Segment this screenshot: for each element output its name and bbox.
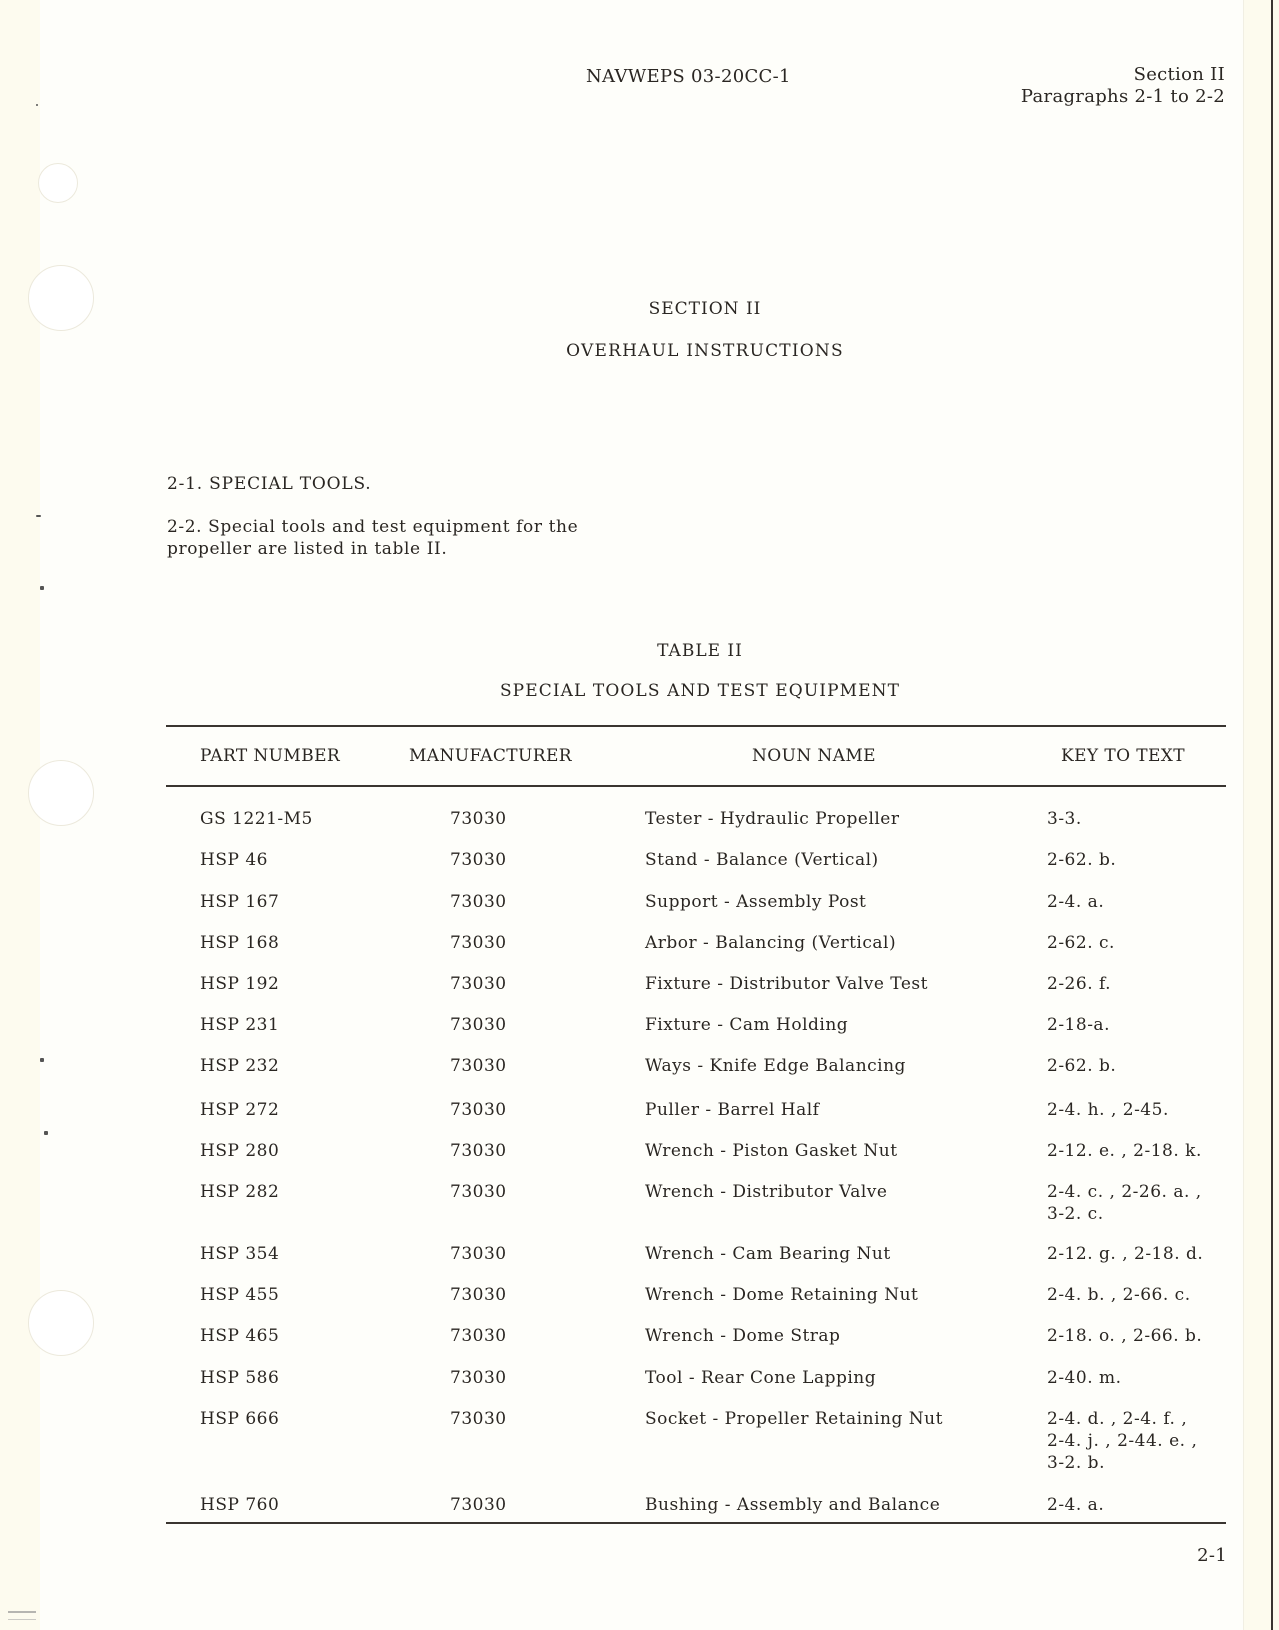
table-caption: SPECIAL TOOLS AND TEST EQUIPMENT [499, 681, 901, 701]
key-to-text-line: 3-2. b. [1047, 1453, 1105, 1473]
part-number-cell: GS 1221-M5 [200, 809, 313, 829]
column-header-noun-name: NOUN NAME [752, 746, 876, 766]
column-header-manufacturer: MANUFACTURER [409, 746, 572, 766]
key-to-text-cell [1047, 1408, 1197, 1474]
binding-margin [0, 0, 40, 1630]
part-number-cell: HSP 280 [200, 1141, 280, 1161]
key-to-text-cell [1047, 1055, 1116, 1077]
key-to-text-line: 2-4. c. , 2-26. a. , [1047, 1182, 1202, 1202]
noun-name-cell: Puller - Barrel Half [645, 1100, 820, 1120]
scan-speck [36, 515, 41, 517]
key-to-text-line: 2-62. c. [1047, 933, 1115, 953]
part-number-cell: HSP 232 [200, 1056, 280, 1076]
section-subtitle: OVERHAUL INSTRUCTIONS [566, 341, 844, 361]
manufacturer-cell: 73030 [450, 1409, 507, 1429]
manufacturer-cell: 73030 [450, 1100, 507, 1120]
part-number-cell: HSP 760 [200, 1495, 280, 1515]
key-to-text-line: 2-4. a. [1047, 892, 1105, 912]
key-to-text-cell [1047, 973, 1111, 995]
key-to-text-line: 2-62. b. [1047, 850, 1117, 870]
manufacturer-cell: 73030 [450, 1495, 507, 1515]
key-to-text-cell [1047, 1181, 1202, 1225]
manufacturer-cell: 73030 [450, 809, 507, 829]
key-to-text-cell [1047, 1367, 1122, 1389]
scan-speck [44, 1131, 48, 1135]
key-to-text-cell [1047, 932, 1115, 954]
part-number-cell: HSP 167 [200, 892, 280, 912]
key-to-text-line: 3-3. [1047, 809, 1082, 829]
part-number-cell: HSP 46 [200, 850, 268, 870]
key-to-text-line: 2-18. o. , 2-66. b. [1047, 1326, 1203, 1346]
key-to-text-cell [1047, 1014, 1110, 1036]
manufacturer-cell: 73030 [450, 933, 507, 953]
key-to-text-line: 2-12. g. , 2-18. d. [1047, 1244, 1204, 1264]
punch-hole-icon [28, 1290, 94, 1356]
key-to-text-cell [1047, 1494, 1104, 1516]
manufacturer-cell: 73030 [450, 892, 507, 912]
noun-name-cell: Fixture - Cam Holding [645, 1015, 849, 1035]
noun-name-cell: Wrench - Piston Gasket Nut [645, 1141, 898, 1161]
key-to-text-line: 3-2. c. [1047, 1204, 1104, 1224]
part-number-cell: HSP 168 [200, 933, 280, 953]
page-edge-line [1271, 0, 1273, 1630]
paragraph-2-2-text: 2-2. Special tools and test equipment for the propeller are listed in table II. [167, 517, 579, 559]
noun-name-cell: Ways - Knife Edge Balancing [645, 1056, 906, 1076]
key-to-text-cell [1047, 1325, 1202, 1347]
key-to-text-line: 2-4. h. , 2-45. [1047, 1100, 1169, 1120]
key-to-text-cell [1047, 808, 1082, 830]
scan-speck [36, 104, 38, 106]
table-bottom-rule [166, 1522, 1226, 1524]
part-number-cell: HSP 465 [200, 1326, 280, 1346]
key-to-text-line: 2-4. a. [1047, 1495, 1105, 1515]
noun-name-cell: Bushing - Assembly and Balance [645, 1495, 941, 1515]
scan-artifact [8, 1611, 36, 1620]
part-number-cell: HSP 272 [200, 1100, 280, 1120]
noun-name-cell: Support - Assembly Post [645, 892, 867, 912]
key-to-text-line: 2-4. d. , 2-4. f. , [1047, 1409, 1188, 1429]
manufacturer-cell: 73030 [450, 1368, 507, 1388]
part-number-cell: HSP 192 [200, 974, 280, 994]
noun-name-cell: Wrench - Cam Bearing Nut [645, 1244, 891, 1264]
paragraph-2-1-heading: 2-1. SPECIAL TOOLS. [167, 474, 372, 494]
part-number-cell: HSP 231 [200, 1015, 280, 1035]
page-number: 2-1 [1197, 1545, 1227, 1566]
punch-hole-icon [28, 265, 94, 331]
header-paragraphs: Paragraphs 2-1 to 2-2 [1020, 86, 1225, 107]
noun-name-cell: Tester - Hydraulic Propeller [645, 809, 900, 829]
manufacturer-cell: 73030 [450, 1015, 507, 1035]
key-to-text-line: 2-26. f. [1047, 974, 1112, 994]
table-title: TABLE II [657, 641, 743, 661]
key-to-text-line: 2-62. b. [1047, 1056, 1117, 1076]
key-to-text-cell [1047, 891, 1104, 913]
key-to-text-cell [1047, 1284, 1191, 1306]
key-to-text-line: 2-18-a. [1047, 1015, 1110, 1035]
manufacturer-cell: 73030 [450, 1182, 507, 1202]
key-to-text-cell [1047, 1140, 1202, 1162]
table-top-rule [166, 725, 1226, 727]
key-to-text-cell [1047, 1099, 1169, 1121]
column-header-key-to-text: KEY TO TEXT [1061, 746, 1186, 766]
manufacturer-cell: 73030 [450, 1326, 507, 1346]
section-title: SECTION II [648, 299, 762, 319]
key-to-text-cell [1047, 849, 1116, 871]
manufacturer-cell: 73030 [450, 1285, 507, 1305]
part-number-cell: HSP 586 [200, 1368, 280, 1388]
page-edge-strip [1243, 0, 1279, 1630]
manufacturer-cell: 73030 [450, 974, 507, 994]
noun-name-cell: Socket - Propeller Retaining Nut [645, 1409, 943, 1429]
key-to-text-line: 2-12. e. , 2-18. k. [1047, 1141, 1202, 1161]
scan-speck [40, 1058, 44, 1062]
noun-name-cell: Wrench - Dome Retaining Nut [645, 1285, 919, 1305]
part-number-cell: HSP 282 [200, 1182, 280, 1202]
key-to-text-cell [1047, 1243, 1203, 1265]
header-section-ref [1021, 64, 1225, 108]
noun-name-cell: Wrench - Dome Strap [645, 1326, 841, 1346]
manufacturer-cell: 73030 [450, 1056, 507, 1076]
manufacturer-cell: 73030 [450, 1244, 507, 1264]
header-section: Section II [1133, 64, 1225, 85]
noun-name-cell: Tool - Rear Cone Lapping [645, 1368, 877, 1388]
punch-hole-icon [28, 760, 94, 826]
column-header-part-number: PART NUMBER [200, 746, 341, 766]
part-number-cell: HSP 354 [200, 1244, 280, 1264]
manufacturer-cell: 73030 [450, 850, 507, 870]
noun-name-cell: Wrench - Distributor Valve [645, 1182, 888, 1202]
document-id: NAVWEPS 03-20CC-1 [586, 66, 791, 87]
table-header-rule [166, 785, 1226, 787]
part-number-cell: HSP 666 [200, 1409, 280, 1429]
key-to-text-line: 2-4. b. , 2-66. c. [1047, 1285, 1191, 1305]
noun-name-cell: Fixture - Distributor Valve Test [645, 974, 928, 994]
punch-hole-icon [38, 163, 78, 203]
scan-speck [40, 586, 44, 590]
noun-name-cell: Stand - Balance (Vertical) [645, 850, 879, 870]
part-number-cell: HSP 455 [200, 1285, 280, 1305]
key-to-text-line: 2-40. m. [1047, 1368, 1122, 1388]
noun-name-cell: Arbor - Balancing (Vertical) [645, 933, 897, 953]
key-to-text-line: 2-4. j. , 2-44. e. , [1047, 1431, 1198, 1451]
manufacturer-cell: 73030 [450, 1141, 507, 1161]
